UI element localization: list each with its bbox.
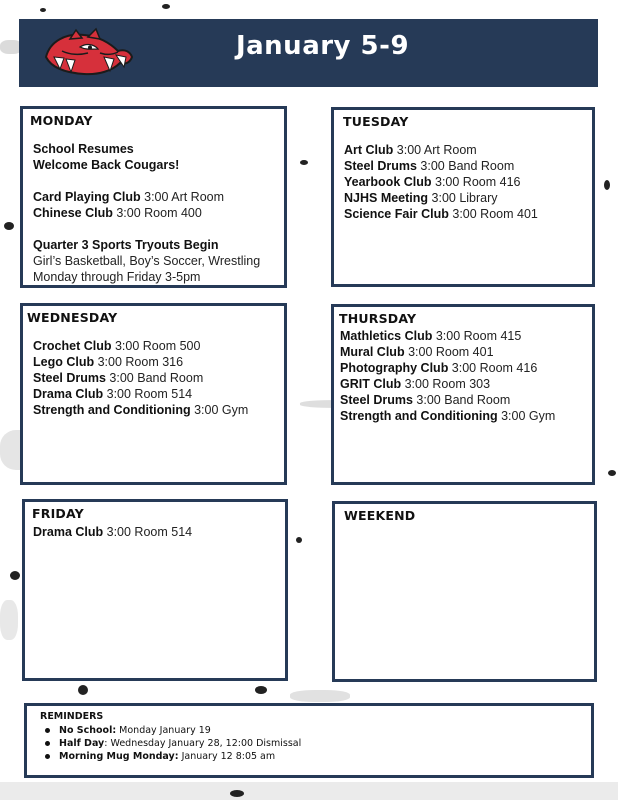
tuesday-event <box>344 206 586 222</box>
wednesday-event <box>33 402 278 418</box>
event-detail: 3:00 Room 415 <box>432 329 522 343</box>
tuesday-event <box>344 142 586 158</box>
tuesday-event <box>344 174 586 190</box>
bullet-icon <box>45 741 50 746</box>
event-detail: 3:00 Art Room <box>393 143 477 157</box>
event-detail: 3:00 Room 400 <box>112 206 202 220</box>
event-detail: 3:00 Room 500 <box>111 339 201 353</box>
event-detail: 3:00 Room 401 <box>448 207 538 221</box>
reminder-label: No School: <box>59 725 117 736</box>
event-detail: 3:00 Band Room <box>416 159 515 173</box>
event-name: Drama Club <box>33 525 104 539</box>
event-detail: 3:00 Room 303 <box>401 377 491 391</box>
reminders-list <box>40 724 301 763</box>
event-name: Mathletics Club <box>340 329 433 343</box>
thursday-event <box>340 376 586 392</box>
tuesday-event <box>344 190 586 206</box>
bullet-icon <box>45 728 50 733</box>
wednesday-event <box>33 370 278 386</box>
thursday-event <box>340 344 586 360</box>
event-detail: 3:00 Library <box>428 191 498 205</box>
wednesday-events <box>33 338 278 418</box>
tuesday-box <box>331 107 595 287</box>
event-detail: Monday through Friday 3-5pm <box>33 270 201 284</box>
monday-event <box>33 237 278 253</box>
tuesday-events <box>344 142 586 222</box>
event-name: NJHS Meeting <box>344 191 429 205</box>
monday-event <box>33 205 278 221</box>
monday-event <box>33 269 278 285</box>
event-name: Steel Drums <box>33 371 106 385</box>
reminder-label: Morning Mug Monday: <box>59 751 179 762</box>
monday-heading: MONDAY <box>30 113 93 128</box>
event-name: Strength and Conditioning <box>33 403 191 417</box>
event-name: Mural Club <box>340 345 405 359</box>
weekend-box <box>332 501 597 682</box>
event-detail: 3:00 Room 514 <box>103 387 193 401</box>
event-name: Yearbook Club <box>344 175 432 189</box>
event-detail: 3:00 Room 316 <box>94 355 184 369</box>
monday-events <box>33 141 278 285</box>
reminder-item <box>40 724 301 737</box>
monday-event <box>33 189 278 205</box>
event-detail: 3:00 Band Room <box>412 393 511 407</box>
thursday-event <box>340 392 586 408</box>
event-name: Steel Drums <box>344 159 417 173</box>
thursday-box <box>331 304 595 485</box>
thursday-event <box>340 360 586 376</box>
reminder-detail: : Wednesday January 28, 12:00 Dismissal <box>104 738 302 749</box>
event-name: Steel Drums <box>340 393 413 407</box>
event-detail: 3:00 Room 416 <box>431 175 521 189</box>
tuesday-event <box>344 158 586 174</box>
reminders-box <box>24 703 594 778</box>
event-detail: 3:00 Art Room <box>140 190 225 204</box>
bullet-icon <box>45 754 50 759</box>
event-name: Card Playing Club <box>33 190 141 204</box>
reminder-detail: Monday January 19 <box>116 725 211 736</box>
event-name: GRIT Club <box>340 377 402 391</box>
friday-events <box>33 524 279 540</box>
event-name: Chinese Club <box>33 206 113 220</box>
event-detail: 3:00 Band Room <box>105 371 204 385</box>
event-detail: 3:00 Room 416 <box>448 361 538 375</box>
tuesday-heading: TUESDAY <box>343 114 409 129</box>
event-name: Lego Club <box>33 355 95 369</box>
event-detail: 3:00 Gym <box>190 403 249 417</box>
reminder-item <box>40 750 301 763</box>
weekend-heading: WEEKEND <box>344 508 416 523</box>
event-name: Science Fair Club <box>344 207 449 221</box>
event-name: Quarter 3 Sports Tryouts Begin <box>33 238 219 252</box>
event-detail: Girl’s Basketball, Boy’s Soccer, Wrestling <box>33 254 261 268</box>
event-detail: 3:00 Room 514 <box>103 525 193 539</box>
monday-event <box>33 141 278 157</box>
monday-event <box>33 157 278 173</box>
thursday-heading: THURSDAY <box>339 311 417 326</box>
thursday-events <box>340 328 586 424</box>
friday-box <box>22 499 288 681</box>
thursday-event <box>340 328 586 344</box>
wednesday-box <box>20 303 287 485</box>
friday-heading: FRIDAY <box>32 506 84 521</box>
reminders-heading: REMINDERS <box>40 711 104 722</box>
monday-event <box>33 253 278 269</box>
event-name: Art Club <box>344 143 394 157</box>
friday-event <box>33 524 279 540</box>
page-title: January 5-9 <box>235 31 410 61</box>
event-name: Strength and Conditioning <box>340 409 498 423</box>
reminder-detail: January 12 8:05 am <box>178 751 276 762</box>
thursday-event <box>340 408 586 424</box>
event-detail: 3:00 Room 401 <box>404 345 494 359</box>
wednesday-event <box>33 386 278 402</box>
event-name: Drama Club <box>33 387 104 401</box>
event-name: Welcome Back Cougars! <box>33 158 180 172</box>
wednesday-heading: WEDNESDAY <box>27 310 118 325</box>
wednesday-event <box>33 338 278 354</box>
event-name: Crochet Club <box>33 339 112 353</box>
cougar-mascot-icon <box>40 27 136 79</box>
reminder-item <box>40 737 301 750</box>
event-name: School Resumes <box>33 142 134 156</box>
monday-box <box>20 106 287 288</box>
event-detail: 3:00 Gym <box>497 409 556 423</box>
wednesday-event <box>33 354 278 370</box>
event-name: Photography Club <box>340 361 449 375</box>
reminder-label: Half Day <box>59 738 105 749</box>
